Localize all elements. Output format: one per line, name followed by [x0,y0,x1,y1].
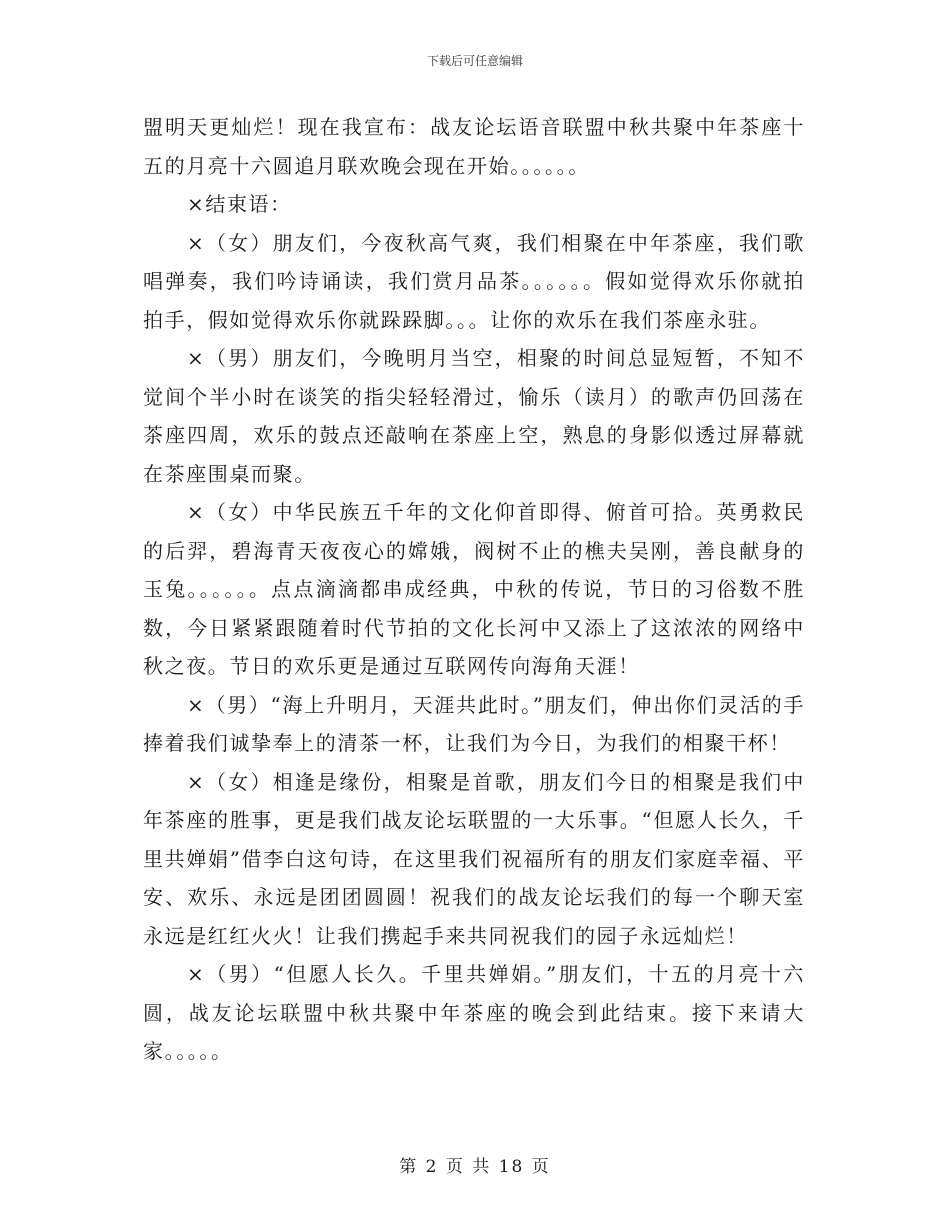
page-header: 下载后可任意编辑 [426,54,523,68]
paragraph: ×（男）“海上升明月，天涯共此时。”朋友们，伸出你们灵活的手捧着我们诚挚奉上的清茶一杯，让我们为今日，为我们的相聚干杯！ [143,692,805,755]
paragraph: ×（女）朋友们，今夜秋高气爽，我们相聚在中年茶座，我们歌唱弹奏，我们吟诗诵读，我们赏月品茶。。。。。。假如觉得欢乐你就拍拍手，假如觉得欢乐你就跺跺脚。。。让你的欢乐在我们茶座永驻。 [143,230,805,332]
page-number: 第 2 页 共 18 页 [399,1157,551,1177]
paragraph: ×（女）中华民族五千年的文化仰首即得、俯首可拾。英勇救民的后羿，碧海青天夜夜心的嫦娥，阀树不止的樵夫吴刚，善良献身的玉兔。。。。。。点点滴滴都串成经典，中秋的传说，节日的习俗数不胜数，今日紧紧跟随着时代节拍的文化长河中又添上了这浓浓的网络中秋之夜。节日的欢乐更是通过互联网传向海角天涯！ [143,500,805,678]
paragraph-continuation: 盟明天更灿烂！现在我宣布：战友论坛语音联盟中秋共聚中年茶座十五的月亮十六圆追月联欢晚会现在开始。。。。。。 [143,115,805,178]
paragraph: ×（男）朋友们，今晚明月当空，相聚的时间总显短暂，不知不觉间个半小时在谈笑的指尖轻轻滑过，愉乐（读月）的歌声仍回荡在茶座四周，欢乐的鼓点还敲响在茶座上空，熟息的身影似透过屏幕就在茶座围桌而聚。 [143,346,805,486]
paragraph: ×（男）“但愿人长久。千里共婵娟。”朋友们，十五的月亮十六圆，战友论坛联盟中秋共聚中年茶座的晚会到此结束。接下来请大家。。。。。 [143,962,805,1063]
document-body [143,108,805,1071]
paragraph-closing-heading: ×结束语： [187,192,292,216]
paragraph: ×（女）相逢是缘份，相聚是首歌，朋友们今日的相聚是我们中年茶座的胜事，更是我们战友论坛联盟的一大乐事。“但愿人长久，千里共婵娟”借李白这句诗，在这里我们祝福所有的朋友们家庭幸福、平安、欢乐、永远是团团圆圆！祝我们的战友论坛我们的每一个聊天室永远是红红火火！让我们携起手来共同祝我们的园子永远灿烂！ [143,769,805,948]
